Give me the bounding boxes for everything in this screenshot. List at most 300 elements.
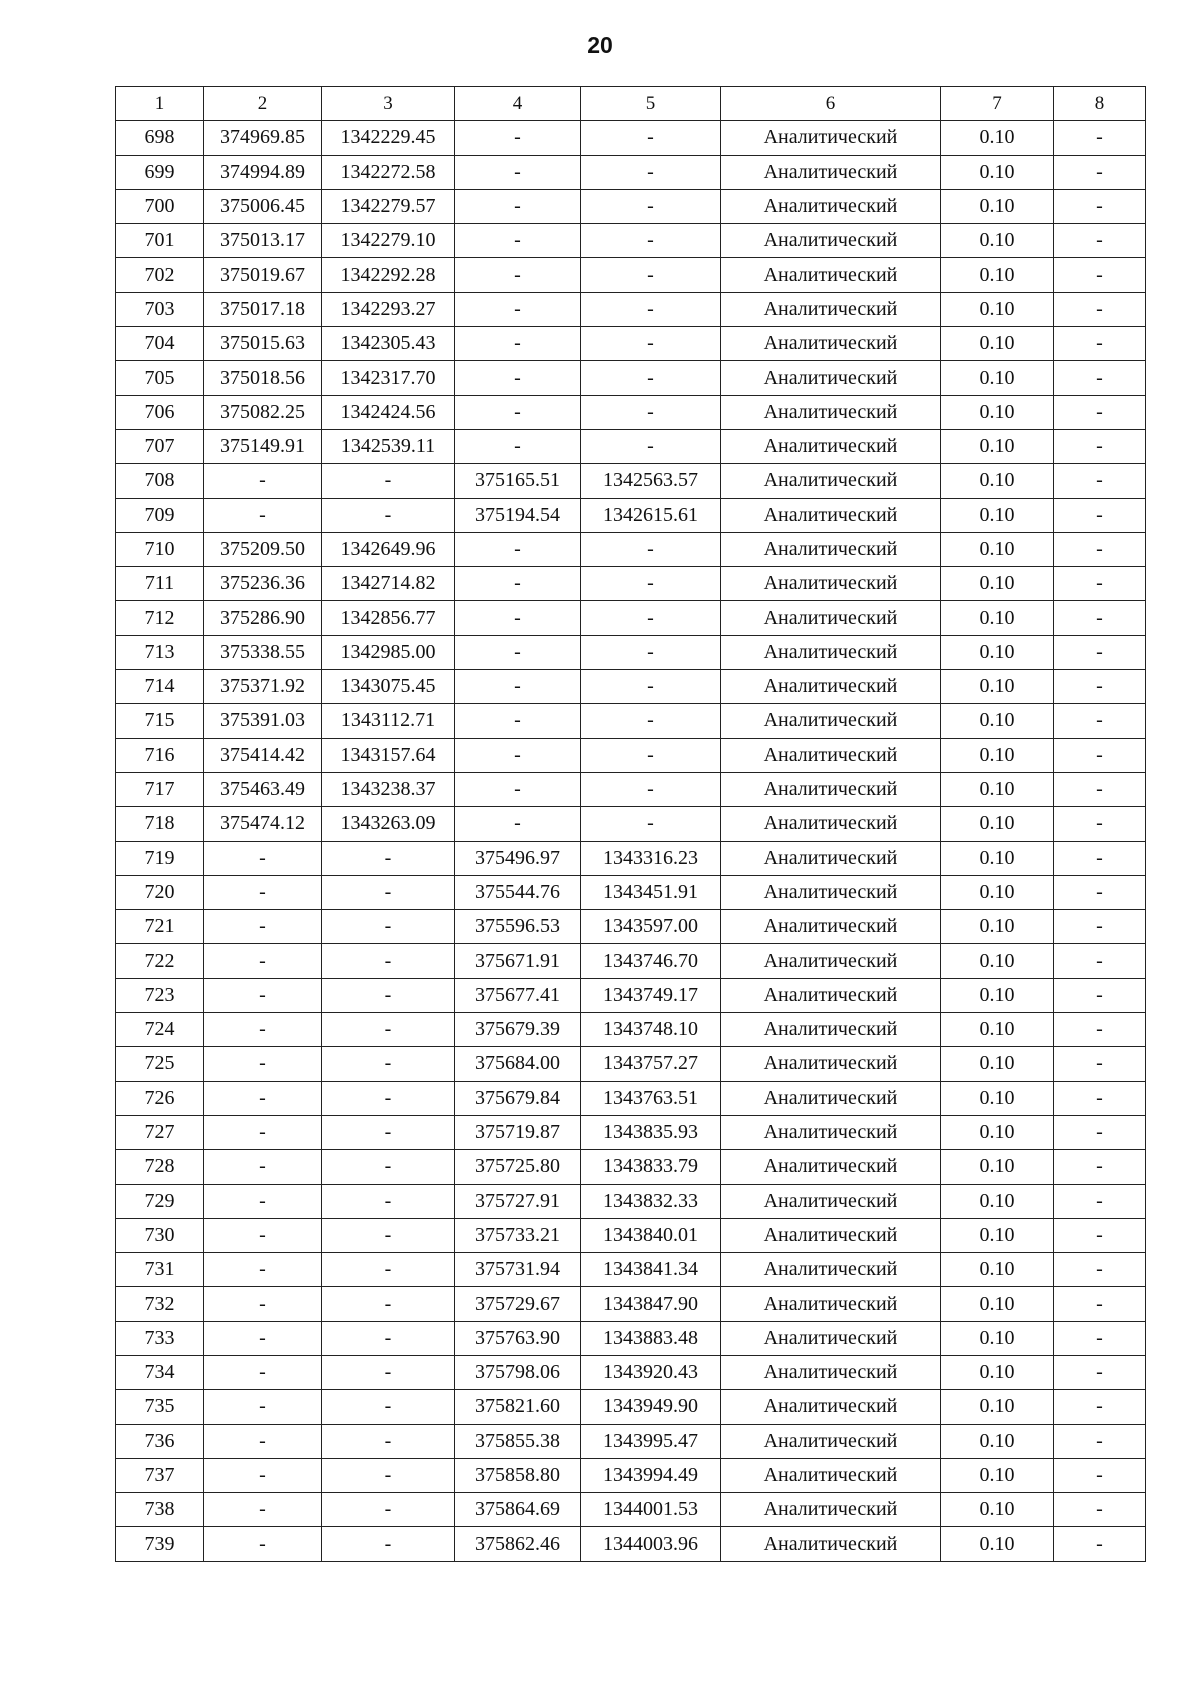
table-cell: 375165.51 [455, 464, 581, 498]
table-cell: 728 [116, 1150, 204, 1184]
table-row [116, 1047, 1146, 1081]
table-cell: - [1054, 567, 1146, 601]
table-cell: - [204, 1150, 322, 1184]
table-row [116, 1115, 1146, 1149]
table-cell: - [322, 1321, 455, 1355]
table-cell: 0.10 [941, 395, 1054, 429]
table-cell: 0.10 [941, 1424, 1054, 1458]
table-cell: Аналитический [721, 361, 941, 395]
table-cell: Аналитический [721, 327, 941, 361]
table-cell: - [581, 292, 721, 326]
table-cell: 375864.69 [455, 1493, 581, 1527]
table-cell: 1342985.00 [322, 635, 455, 669]
table-row [116, 1458, 1146, 1492]
table-cell: 375679.39 [455, 1013, 581, 1047]
table-cell: 0.10 [941, 567, 1054, 601]
table-cell: - [1054, 1390, 1146, 1424]
table-cell: 375858.80 [455, 1458, 581, 1492]
table-cell: 712 [116, 601, 204, 635]
table-cell: - [1054, 875, 1146, 909]
table-cell: Аналитический [721, 875, 941, 909]
table-cell: 374994.89 [204, 155, 322, 189]
table-cell: - [1054, 841, 1146, 875]
table-cell: Аналитический [721, 841, 941, 875]
table-cell: 0.10 [941, 1013, 1054, 1047]
table-cell: 0.10 [941, 292, 1054, 326]
table-cell: 375596.53 [455, 910, 581, 944]
table-cell: 710 [116, 532, 204, 566]
table-cell: 0.10 [941, 1493, 1054, 1527]
table-cell: 375013.17 [204, 224, 322, 258]
table-cell: - [581, 738, 721, 772]
table-cell: 703 [116, 292, 204, 326]
table-row [116, 841, 1146, 875]
table-cell: 0.10 [941, 1081, 1054, 1115]
table-cell: - [322, 464, 455, 498]
table-row [116, 498, 1146, 532]
table-cell: - [1054, 910, 1146, 944]
table-cell: - [455, 704, 581, 738]
table-cell: 0.10 [941, 464, 1054, 498]
table-cell: Аналитический [721, 1355, 941, 1389]
table-cell: 1342293.27 [322, 292, 455, 326]
table-cell: Аналитический [721, 1527, 941, 1561]
table-cell: - [1054, 635, 1146, 669]
table-cell: - [322, 498, 455, 532]
table-cell: Аналитический [721, 1253, 941, 1287]
table-cell: - [204, 1493, 322, 1527]
table-cell: 0.10 [941, 532, 1054, 566]
table-cell: 726 [116, 1081, 204, 1115]
table-row [116, 1081, 1146, 1115]
table-cell: 702 [116, 258, 204, 292]
table-cell: - [581, 772, 721, 806]
table-cell: 0.10 [941, 635, 1054, 669]
table-cell: 1344003.96 [581, 1527, 721, 1561]
table-cell: - [1054, 1184, 1146, 1218]
table-cell: - [1054, 532, 1146, 566]
table-cell: - [455, 395, 581, 429]
table-row [116, 670, 1146, 704]
table-cell: - [204, 1047, 322, 1081]
table-row [116, 1253, 1146, 1287]
table-row [116, 1390, 1146, 1424]
table-cell: 1343994.49 [581, 1458, 721, 1492]
table-row [116, 738, 1146, 772]
table-body [116, 121, 1146, 1561]
table-cell: - [322, 1355, 455, 1389]
table-row [116, 601, 1146, 635]
table-cell: 734 [116, 1355, 204, 1389]
table-cell: 375855.38 [455, 1424, 581, 1458]
table-cell: 713 [116, 635, 204, 669]
table-cell: - [1054, 944, 1146, 978]
table-cell: 0.10 [941, 807, 1054, 841]
table-cell: 0.10 [941, 738, 1054, 772]
table-cell: Аналитический [721, 189, 941, 223]
table-cell: - [1054, 361, 1146, 395]
table-cell: - [455, 670, 581, 704]
table-cell: - [581, 395, 721, 429]
table-cell: 1343746.70 [581, 944, 721, 978]
table-cell: 706 [116, 395, 204, 429]
table-cell: - [1054, 1013, 1146, 1047]
table-cell: Аналитический [721, 567, 941, 601]
table-cell: 717 [116, 772, 204, 806]
table-cell: - [322, 1493, 455, 1527]
table-cell: 1342856.77 [322, 601, 455, 635]
table-cell: 722 [116, 944, 204, 978]
table-cell: Аналитический [721, 1115, 941, 1149]
table-cell: - [322, 841, 455, 875]
table-row [116, 772, 1146, 806]
table-cell: Аналитический [721, 1081, 941, 1115]
table-cell: 374969.85 [204, 121, 322, 155]
table-row [116, 532, 1146, 566]
table-cell: 1343316.23 [581, 841, 721, 875]
table-cell: 375006.45 [204, 189, 322, 223]
table-cell: Аналитический [721, 978, 941, 1012]
table-row [116, 978, 1146, 1012]
table-cell: 0.10 [941, 704, 1054, 738]
table-row [116, 807, 1146, 841]
table-cell: 716 [116, 738, 204, 772]
table-cell: 1343157.64 [322, 738, 455, 772]
table-cell: - [1054, 1287, 1146, 1321]
table-cell: 738 [116, 1493, 204, 1527]
table-cell: - [1054, 1115, 1146, 1149]
table-cell: 698 [116, 121, 204, 155]
table-cell: - [1054, 395, 1146, 429]
column-header: 8 [1054, 87, 1146, 121]
table-cell: Аналитический [721, 704, 941, 738]
table-cell: 0.10 [941, 1390, 1054, 1424]
table-cell: 729 [116, 1184, 204, 1218]
table-cell: 731 [116, 1253, 204, 1287]
table-row [116, 1013, 1146, 1047]
table-cell: 727 [116, 1115, 204, 1149]
table-cell: - [455, 567, 581, 601]
table-cell: - [1054, 464, 1146, 498]
table-cell: 375017.18 [204, 292, 322, 326]
table-cell: Аналитический [721, 395, 941, 429]
table-cell: 739 [116, 1527, 204, 1561]
table-cell: 375821.60 [455, 1390, 581, 1424]
table-cell: 0.10 [941, 1527, 1054, 1561]
table-cell: 375733.21 [455, 1218, 581, 1252]
table-cell: Аналитический [721, 910, 941, 944]
table-cell: - [455, 224, 581, 258]
table-cell: Аналитический [721, 1150, 941, 1184]
table-cell: - [455, 429, 581, 463]
table-cell: 375719.87 [455, 1115, 581, 1149]
table-cell: 1343763.51 [581, 1081, 721, 1115]
table-cell: 375236.36 [204, 567, 322, 601]
table-cell: - [204, 1390, 322, 1424]
table-cell: 1342279.10 [322, 224, 455, 258]
table-cell: 0.10 [941, 361, 1054, 395]
table-cell: - [322, 1218, 455, 1252]
table-cell: 1343451.91 [581, 875, 721, 909]
table-cell: - [581, 807, 721, 841]
table-row [116, 1355, 1146, 1389]
table-row [116, 224, 1146, 258]
table-cell: 1343847.90 [581, 1287, 721, 1321]
table-cell: - [455, 738, 581, 772]
table-cell: 733 [116, 1321, 204, 1355]
table-cell: 375731.94 [455, 1253, 581, 1287]
table-cell: - [581, 121, 721, 155]
table-cell: - [204, 1527, 322, 1561]
table-cell: 375338.55 [204, 635, 322, 669]
table-cell: 375677.41 [455, 978, 581, 1012]
table-cell: 375018.56 [204, 361, 322, 395]
table-cell: - [204, 1184, 322, 1218]
table-cell: - [322, 978, 455, 1012]
table-cell: 0.10 [941, 875, 1054, 909]
table-cell: 0.10 [941, 498, 1054, 532]
table-cell: - [322, 1013, 455, 1047]
table-cell: Аналитический [721, 772, 941, 806]
table-row [116, 1493, 1146, 1527]
table-cell: 375391.03 [204, 704, 322, 738]
table-cell: 375194.54 [455, 498, 581, 532]
table-cell: - [322, 1424, 455, 1458]
table-cell: 1342292.28 [322, 258, 455, 292]
table-cell: 0.10 [941, 670, 1054, 704]
table-cell: - [322, 1081, 455, 1115]
table-cell: - [1054, 292, 1146, 326]
table-cell: 1342279.57 [322, 189, 455, 223]
table-cell: - [1054, 327, 1146, 361]
table-cell: - [455, 258, 581, 292]
table-cell: - [322, 1150, 455, 1184]
table-cell: 708 [116, 464, 204, 498]
table-cell: 709 [116, 498, 204, 532]
table-cell: 375082.25 [204, 395, 322, 429]
table-cell: 0.10 [941, 1355, 1054, 1389]
table-cell: - [455, 601, 581, 635]
table-cell: - [322, 944, 455, 978]
table-cell: 0.10 [941, 224, 1054, 258]
table-cell: 725 [116, 1047, 204, 1081]
table-cell: - [1054, 224, 1146, 258]
table-cell: - [204, 875, 322, 909]
table-cell: 375286.90 [204, 601, 322, 635]
table-cell: 375463.49 [204, 772, 322, 806]
table-cell: 1342272.58 [322, 155, 455, 189]
table-cell: - [581, 635, 721, 669]
table-cell: 1342317.70 [322, 361, 455, 395]
table-cell: - [322, 910, 455, 944]
table-cell: 699 [116, 155, 204, 189]
table-cell: 375727.91 [455, 1184, 581, 1218]
table-cell: 720 [116, 875, 204, 909]
table-cell: 719 [116, 841, 204, 875]
table-cell: 1343757.27 [581, 1047, 721, 1081]
table-row [116, 1150, 1146, 1184]
table-cell: 718 [116, 807, 204, 841]
table-cell: 0.10 [941, 772, 1054, 806]
table-cell: - [1054, 978, 1146, 1012]
table-cell: 1342563.57 [581, 464, 721, 498]
table-cell: 1343995.47 [581, 1424, 721, 1458]
table-cell: 0.10 [941, 1115, 1054, 1149]
table-cell: - [204, 841, 322, 875]
table-cell: - [1054, 1047, 1146, 1081]
table-cell: - [204, 1218, 322, 1252]
table-cell: - [455, 772, 581, 806]
table-cell: - [455, 292, 581, 326]
table-cell: - [1054, 1081, 1146, 1115]
column-header: 2 [204, 87, 322, 121]
table-cell: 0.10 [941, 841, 1054, 875]
table-cell: 1343597.00 [581, 910, 721, 944]
table-row [116, 1424, 1146, 1458]
table-row [116, 429, 1146, 463]
table-cell: 1342229.45 [322, 121, 455, 155]
table-cell: 707 [116, 429, 204, 463]
table-cell: - [1054, 121, 1146, 155]
table-cell: 723 [116, 978, 204, 1012]
table-row [116, 121, 1146, 155]
table-cell: - [1054, 498, 1146, 532]
table-cell: Аналитический [721, 1047, 941, 1081]
table-cell: - [1054, 1424, 1146, 1458]
table-cell: Аналитический [721, 635, 941, 669]
table-cell: Аналитический [721, 1424, 941, 1458]
table-cell: Аналитический [721, 258, 941, 292]
table-cell: - [1054, 1355, 1146, 1389]
table-cell: - [322, 1287, 455, 1321]
table-cell: - [204, 1253, 322, 1287]
table-cell: 375763.90 [455, 1321, 581, 1355]
table-cell: - [581, 189, 721, 223]
table-cell: - [455, 189, 581, 223]
table-cell: Аналитический [721, 429, 941, 463]
table-cell: 0.10 [941, 1253, 1054, 1287]
table-cell: 1343748.10 [581, 1013, 721, 1047]
table-cell: 724 [116, 1013, 204, 1047]
table-cell: 0.10 [941, 258, 1054, 292]
table-cell: - [204, 1081, 322, 1115]
table-cell: - [581, 155, 721, 189]
table-cell: - [1054, 670, 1146, 704]
table-cell: - [1054, 1150, 1146, 1184]
table-cell: 1343833.79 [581, 1150, 721, 1184]
table-cell: 375209.50 [204, 532, 322, 566]
table-cell: - [581, 258, 721, 292]
table-cell: Аналитический [721, 1287, 941, 1321]
table-cell: Аналитический [721, 1218, 941, 1252]
coordinates-table [115, 86, 1146, 1562]
table-cell: 1343238.37 [322, 772, 455, 806]
table-cell: - [204, 1115, 322, 1149]
table-cell: - [581, 224, 721, 258]
table-row [116, 189, 1146, 223]
table-cell: - [581, 429, 721, 463]
table-cell: Аналитический [721, 738, 941, 772]
table-cell: 737 [116, 1458, 204, 1492]
table-row [116, 155, 1146, 189]
table-cell: 1343075.45 [322, 670, 455, 704]
column-header: 7 [941, 87, 1054, 121]
table-cell: - [455, 327, 581, 361]
table-cell: 0.10 [941, 978, 1054, 1012]
table-cell: 0.10 [941, 601, 1054, 635]
table-cell: - [581, 532, 721, 566]
table-cell: 711 [116, 567, 204, 601]
table-cell: Аналитический [721, 1184, 941, 1218]
table-cell: - [204, 944, 322, 978]
table-cell: - [581, 704, 721, 738]
table-row [116, 327, 1146, 361]
table-cell: 0.10 [941, 944, 1054, 978]
table-cell: - [204, 978, 322, 1012]
table-row [116, 1184, 1146, 1218]
column-header: 6 [721, 87, 941, 121]
table-row [116, 1218, 1146, 1252]
table-cell: 375371.92 [204, 670, 322, 704]
table-row [116, 704, 1146, 738]
table-row [116, 292, 1146, 326]
table-cell: - [455, 361, 581, 395]
table-cell: - [1054, 772, 1146, 806]
table-cell: Аналитический [721, 807, 941, 841]
table-row [116, 1527, 1146, 1561]
table-cell: 704 [116, 327, 204, 361]
table-cell: - [581, 601, 721, 635]
table-cell: 1343841.34 [581, 1253, 721, 1287]
table-cell: 1343920.43 [581, 1355, 721, 1389]
table-cell: 1344001.53 [581, 1493, 721, 1527]
table-cell: - [1054, 1321, 1146, 1355]
table-row [116, 464, 1146, 498]
table-cell: Аналитический [721, 532, 941, 566]
table-row [116, 258, 1146, 292]
table-cell: - [204, 910, 322, 944]
table-cell: 375496.97 [455, 841, 581, 875]
table-row [116, 944, 1146, 978]
table-cell: - [204, 498, 322, 532]
table-cell: - [1054, 601, 1146, 635]
table-cell: 375671.91 [455, 944, 581, 978]
table-cell: 705 [116, 361, 204, 395]
table-cell: - [322, 1253, 455, 1287]
table-row [116, 1321, 1146, 1355]
table-cell: - [1054, 1527, 1146, 1561]
page-number: 20 [587, 32, 613, 58]
table-cell: 0.10 [941, 1321, 1054, 1355]
column-header: 1 [116, 87, 204, 121]
table-row [116, 875, 1146, 909]
table-cell: 1343112.71 [322, 704, 455, 738]
table-cell: - [204, 1424, 322, 1458]
table-cell: Аналитический [721, 1458, 941, 1492]
table-cell: - [322, 1047, 455, 1081]
table-cell: - [581, 327, 721, 361]
table-cell: 0.10 [941, 121, 1054, 155]
table-cell: 0.10 [941, 327, 1054, 361]
table-cell: 0.10 [941, 429, 1054, 463]
table-cell: 375729.67 [455, 1287, 581, 1321]
table-cell: 730 [116, 1218, 204, 1252]
table-cell: 1342424.56 [322, 395, 455, 429]
table-cell: 375544.76 [455, 875, 581, 909]
table-cell: - [1054, 1253, 1146, 1287]
table-cell: 1342305.43 [322, 327, 455, 361]
table-cell: - [581, 361, 721, 395]
